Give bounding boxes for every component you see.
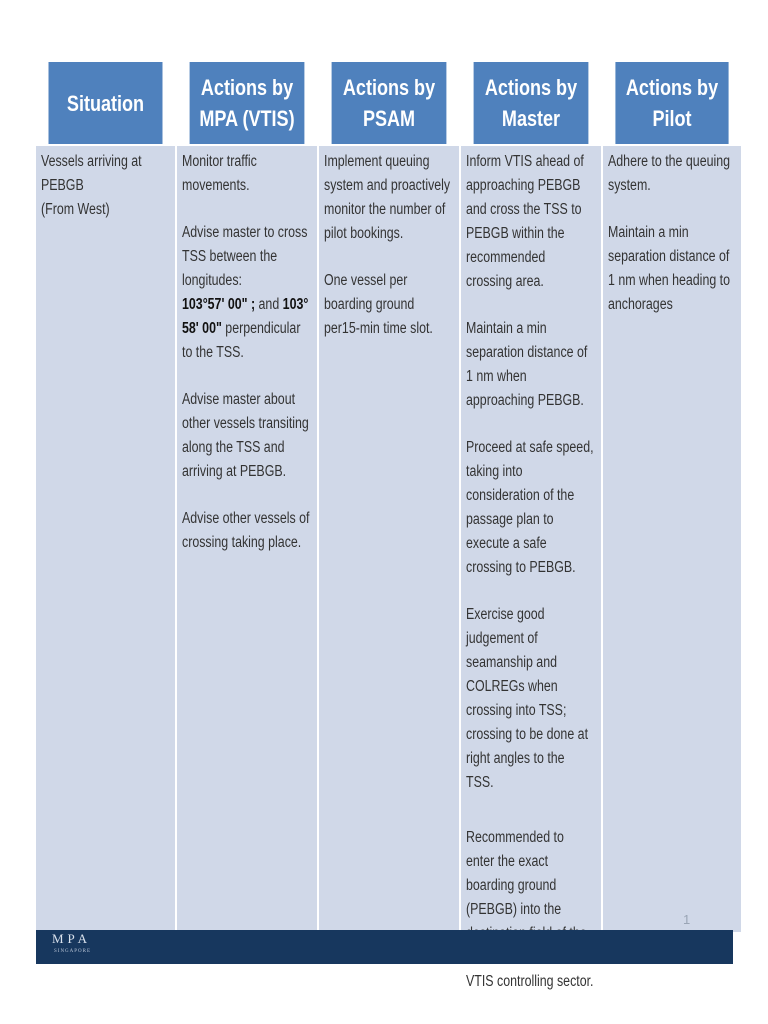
pilot-action-2: Maintain a min separation distance of 1 nm when heading to anchorages bbox=[608, 224, 731, 313]
mpa-action-1: Monitor traffic movements. bbox=[182, 153, 257, 194]
mpa-action-3-tail: perpendicular to the TSS. bbox=[182, 320, 301, 361]
mpa-logo: MPA bbox=[52, 931, 91, 946]
psam-action-2: One vessel per boarding ground per15-min time slot. bbox=[324, 272, 433, 337]
header-master-label: Actions by Master bbox=[484, 75, 578, 131]
footer-bar bbox=[36, 930, 733, 964]
pilot-actions-cell bbox=[603, 146, 741, 932]
mpa-action-2: Advise master to cross TSS between the longitudes: bbox=[182, 224, 308, 289]
master-action-5: Recommended to enter the exact boarding ground (PEBGB) into the VTIS controlling sector. bbox=[466, 829, 594, 990]
situation-text: Vessels arriving at PEBGB bbox=[41, 153, 142, 194]
master-action-2: Maintain a min separation distance of 1 nm when approaching PEBGB. bbox=[466, 320, 588, 409]
situation-cell bbox=[36, 146, 175, 932]
longitude-1: 103°57' 00" ; bbox=[182, 296, 256, 313]
mpa-actions-cell bbox=[177, 146, 317, 932]
master-action-4: Exercise good judgement of seamanship and COLREGs when crossing into TSS; crossing to be done at right angles to the TSS. bbox=[466, 606, 589, 791]
header-mpa bbox=[190, 62, 305, 144]
header-psam-label: Actions by PSAM bbox=[342, 75, 436, 131]
longitude-2: 103° 58' 00" bbox=[182, 296, 309, 337]
pilot-action-1: Adhere to the queuing system. bbox=[608, 153, 731, 194]
header-situation bbox=[49, 62, 163, 144]
header-pilot-label: Actions by Pilot bbox=[625, 75, 719, 131]
header-psam bbox=[332, 62, 447, 144]
situation-direction: (From West) bbox=[41, 201, 110, 218]
and-text: and bbox=[255, 296, 283, 313]
master-action-1: Inform VTIS ahead of approaching PEBGB and cross the TSS to PEBGB within the recommended crossing area. bbox=[466, 153, 584, 290]
mpa-action-4: Advise master about other vessels transiting along the TSS and arriving at PEBGB. bbox=[182, 391, 309, 480]
mpa-logo-subtitle: SINGAPORE bbox=[54, 949, 92, 954]
header-situation-label: Situation bbox=[66, 90, 145, 116]
psam-actions-cell bbox=[319, 146, 459, 932]
mpa-action-3 bbox=[182, 293, 310, 365]
mpa-action-5: Advise other vessels of crossing taking place. bbox=[182, 510, 310, 551]
master-actions-cell bbox=[461, 146, 601, 990]
header-master bbox=[474, 62, 589, 144]
header-pilot bbox=[615, 62, 728, 144]
header-mpa-label: Actions by MPA (VTIS) bbox=[199, 75, 295, 131]
master-action-3: Proceed at safe speed, taking into consideration of the passage plan to execute a safe crossing to PEBGB. bbox=[466, 439, 594, 576]
psam-action-1: Implement queuing system and proactively monitor the number of pilot bookings. bbox=[324, 153, 451, 242]
page-number: 1 bbox=[683, 912, 691, 927]
